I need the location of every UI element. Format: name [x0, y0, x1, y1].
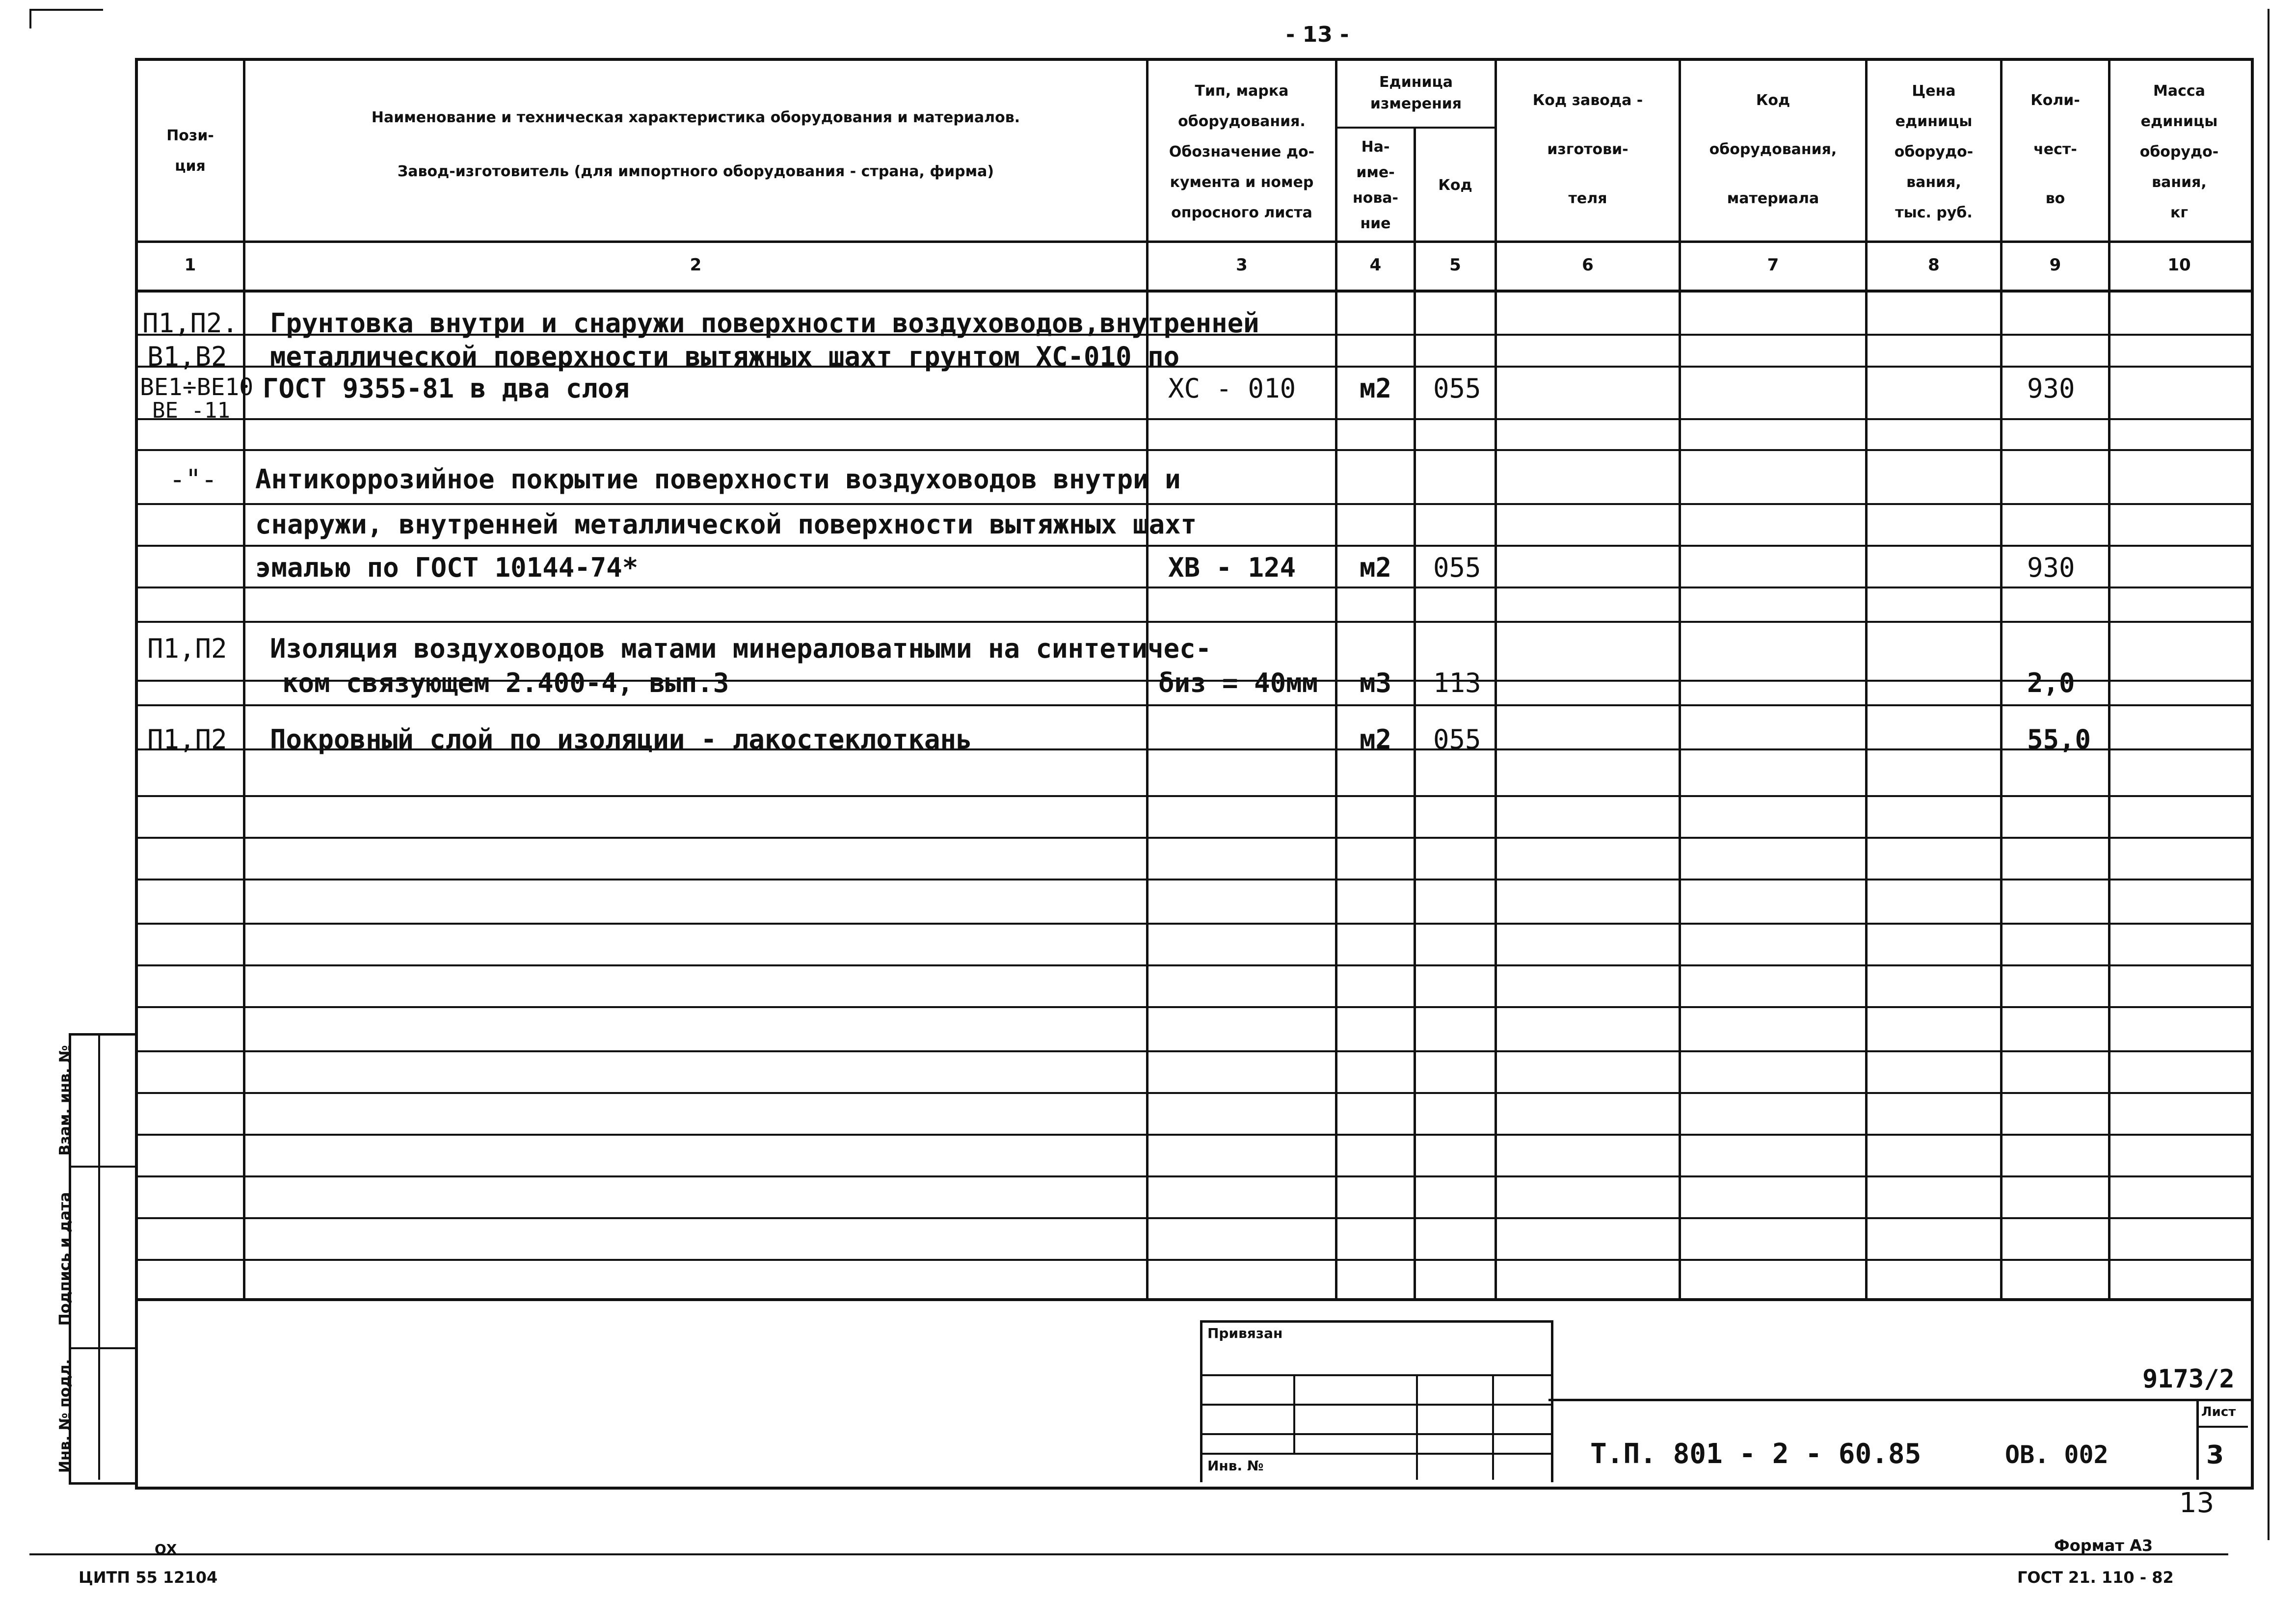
privyazan-label: Привязан: [1207, 1325, 1283, 1341]
row-code: 055: [1433, 552, 1481, 583]
footer-line: [29, 1553, 2228, 1555]
colnum-5: 5: [1449, 255, 1461, 275]
row-quantity: 930: [2027, 373, 2075, 404]
corner-mark: [29, 9, 103, 11]
footer-format: Формат А3: [2054, 1536, 2153, 1555]
row-position: В1,В2: [147, 341, 227, 372]
inventory-label: Инв. №: [1207, 1458, 1264, 1474]
header-divider: [135, 240, 2251, 243]
title-block-line: [2196, 1426, 2248, 1428]
corner-mark: [29, 9, 31, 28]
row-type: ХВ - 124: [1168, 552, 1296, 583]
title-block-vline: [2196, 1399, 2199, 1480]
row-line: [135, 1175, 2251, 1177]
row-line: [135, 1006, 2251, 1008]
row-type: ХС - 010: [1168, 373, 1296, 404]
footer-standard: ГОСТ 21. 110 - 82: [2017, 1568, 2174, 1587]
privyazan-line: [1200, 1404, 1551, 1406]
col-line-7: [1865, 58, 1868, 1300]
side-label-replace: Взам. инв. №: [56, 1045, 74, 1156]
row-line: [135, 449, 2251, 451]
row-quantity: 55,0: [2027, 724, 2091, 755]
row-position: -"-: [169, 464, 217, 495]
colnum-10: 10: [2167, 255, 2191, 275]
header-mass: Масса единицы оборудо- вания, кг: [2139, 82, 2219, 221]
colnum-1: 1: [184, 255, 196, 275]
row-code: 055: [1433, 724, 1481, 755]
row-position: ВЕ -11: [152, 398, 230, 423]
row-quantity: 930: [2027, 552, 2075, 583]
row-name: Грунтовка внутри и снаружи поверхности воздуховодов,внутренней: [270, 308, 1259, 339]
row-unit: м2: [1360, 724, 1392, 755]
row-line: [135, 1050, 2251, 1052]
row-line: [135, 587, 2251, 588]
row-line: [135, 621, 2251, 623]
title-block-line: [1548, 1399, 2251, 1401]
row-name: металлической поверхности вытяжных шахт грунтом ХС-010 по: [270, 341, 1180, 372]
col-line-4: [1414, 127, 1416, 1300]
row-line: [135, 545, 2251, 547]
row-line: [135, 923, 2251, 925]
col-line-1: [243, 58, 245, 1300]
header-unit-name: На- име- нова- ние: [1352, 138, 1399, 232]
row-line: [135, 795, 2251, 797]
row-position: П1,П2: [147, 633, 227, 664]
side-label-inventory: Инв. № подл.: [56, 1359, 74, 1473]
side-strip-line: [69, 1166, 135, 1168]
row-line: [135, 1217, 2251, 1219]
colnum-6: 6: [1582, 255, 1594, 275]
colnum-4: 4: [1369, 255, 1382, 275]
colnum-9: 9: [2049, 255, 2061, 275]
header-name: Наименование и техническая характеристика оборудования и материалов. Завод-изготовитель (для импортного оборудования - страна, фирма): [371, 109, 1020, 180]
row-unit: м2: [1360, 552, 1392, 583]
row-line: [135, 879, 2251, 880]
side-strip-line: [69, 1347, 135, 1349]
row-line: [135, 418, 2251, 420]
row-line: [135, 1092, 2251, 1094]
privyazan-vline: [1293, 1374, 1295, 1453]
row-name: снаружи, внутренней металлической поверхности вытяжных шахт: [255, 509, 1197, 540]
header-unit-code: Код: [1438, 176, 1472, 194]
row-position: ВЕ1÷ВЕ10: [140, 373, 254, 401]
row-name: Изоляция воздуховодов матами минераловатными на синтетичес-: [270, 633, 1212, 664]
colnum-3: 3: [1236, 255, 1248, 275]
header-unit: Единица измерения: [1370, 74, 1462, 112]
right-edge-line: [2268, 9, 2269, 1540]
row-position: П1,П2.: [142, 308, 239, 339]
colnum-divider: [135, 290, 2251, 293]
project-number: Т.П. 801 - 2 - 60.85: [1590, 1438, 1922, 1470]
header-position: Пози- ция: [166, 127, 214, 175]
document-number: 9173/2: [2142, 1364, 2235, 1394]
colnum-2: 2: [690, 255, 702, 275]
col-line-5: [1495, 58, 1497, 1300]
privyazan-line: [1200, 1453, 1551, 1455]
row-unit: м2: [1360, 373, 1392, 404]
row-code: 113: [1433, 667, 1481, 698]
side-label-signature: Подпись и дата: [56, 1192, 74, 1326]
privyazan-line: [1200, 1433, 1551, 1435]
privyazan-vline: [1416, 1374, 1418, 1480]
privyazan-line: [1200, 1374, 1551, 1376]
privyazan-vline: [1492, 1374, 1494, 1480]
row-name: эмалью по ГОСТ 10144-74*: [255, 552, 639, 583]
side-strip: [69, 1033, 137, 1485]
col-line-8: [2000, 58, 2002, 1300]
row-name: ГОСТ 9355-81 в два слоя: [263, 373, 630, 404]
stamp-divider: [135, 1298, 2251, 1301]
row-name: Покровный слой по изоляции - лакостеклоткань: [270, 724, 972, 755]
col-line-2: [1146, 58, 1148, 1300]
row-code: 055: [1433, 373, 1481, 404]
page-number: - 13 -: [1286, 22, 1349, 47]
header-price: Цена единицы оборудо- вания, тыс. руб.: [1894, 82, 1974, 221]
header-plant-code: Код завода - изготови- теля: [1532, 92, 1643, 207]
col-line-6: [1679, 58, 1681, 1300]
footer-left: ЦИТП 55 12104: [79, 1568, 218, 1587]
footer-left-top: ОХ: [155, 1541, 177, 1557]
header-type: Тип, марка оборудования. Обозначение до- кумента и номер опросного листа: [1169, 82, 1315, 221]
row-line: [135, 1134, 2251, 1136]
side-strip-divider: [98, 1033, 100, 1480]
col-line-3: [1335, 58, 1337, 1300]
row-line: [135, 503, 2251, 505]
list-number: 3: [2206, 1440, 2224, 1470]
header-equipment-code: Код оборудования, материала: [1709, 92, 1837, 207]
row-line: [135, 1259, 2251, 1261]
row-position: П1,П2: [147, 724, 227, 755]
row-unit: м3: [1360, 667, 1392, 698]
colnum-8: 8: [1928, 255, 1940, 275]
colnum-7: 7: [1767, 255, 1779, 275]
row-name: ком связующем 2.400-4, вып.3: [282, 667, 729, 698]
list-label: Лист: [2201, 1405, 2236, 1419]
row-name: Антикоррозийное покрытие поверхности воздуховодов внутри и: [255, 464, 1181, 495]
row-type: δиз = 40мм: [1158, 667, 1318, 698]
sheet-code: ОВ. 002: [2005, 1440, 2109, 1469]
row-quantity: 2,0: [2027, 667, 2075, 698]
row-line: [135, 704, 2251, 706]
col-line-9: [2108, 58, 2110, 1300]
header-quantity: Коли- чест- во: [2030, 92, 2080, 207]
row-line: [135, 964, 2251, 966]
row-line: [135, 837, 2251, 839]
handwritten-page-number: 13: [2179, 1487, 2215, 1519]
